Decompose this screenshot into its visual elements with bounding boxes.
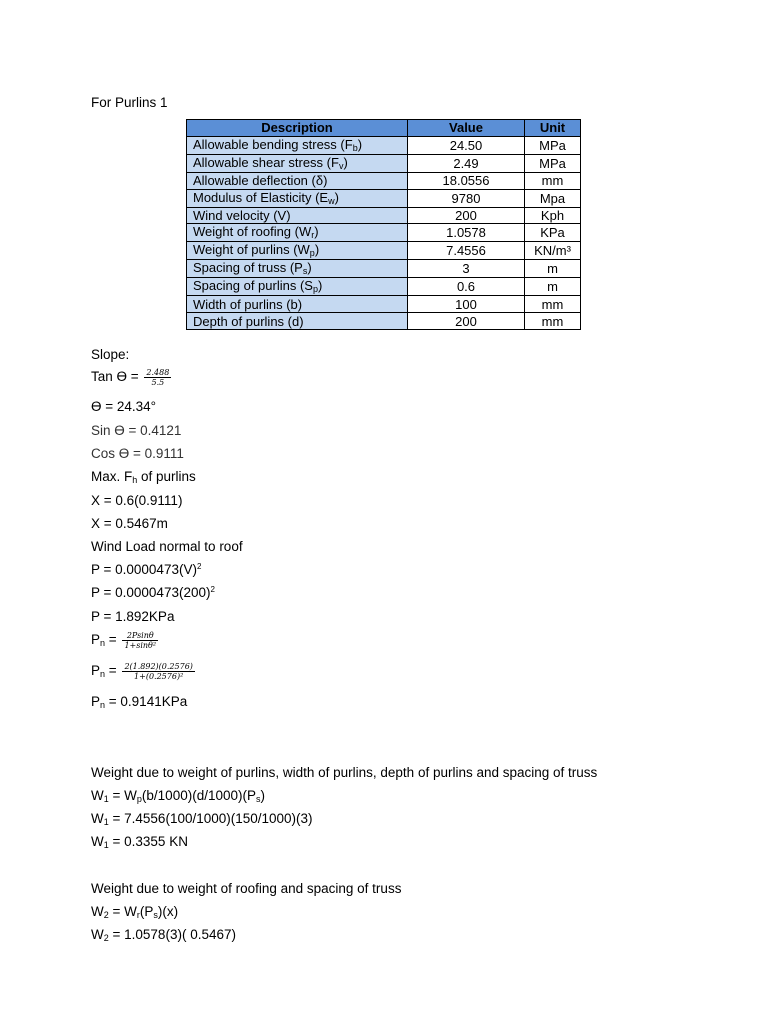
column-header: Description xyxy=(187,120,408,137)
text: P = 0.0000473(200) xyxy=(91,585,211,600)
unit-cell: mm xyxy=(525,172,581,189)
p-equation-3: P = 1.892KPa xyxy=(91,609,175,624)
wind-load-label: Wind Load normal to roof xyxy=(91,539,243,554)
description-cell xyxy=(187,172,408,189)
description-cell xyxy=(187,278,408,296)
description-text: Wind velocity (V) xyxy=(193,207,291,223)
subscript: v xyxy=(338,160,344,171)
text: P xyxy=(91,694,101,709)
w2-description: Weight due to weight of roofing and spacing of truss xyxy=(91,881,402,896)
subscript: r xyxy=(311,230,315,241)
text: = 0.3355 KN xyxy=(108,834,188,849)
unit-cell: mm xyxy=(525,296,581,313)
fraction-numerator: 2.488 xyxy=(146,368,170,377)
subscript: 1 xyxy=(103,840,109,850)
text: of purlins xyxy=(137,469,196,484)
table-row xyxy=(187,189,581,207)
unit-cell: MPa xyxy=(525,136,581,154)
tan-equation xyxy=(91,368,171,387)
w1-substitution xyxy=(91,811,313,826)
x-equation-2: X = 0.5467m xyxy=(91,516,168,531)
description-cell xyxy=(187,154,408,172)
text: )(x) xyxy=(157,904,179,919)
unit-cell: Kph xyxy=(525,207,581,224)
description-text: Allowable shear stress (F xyxy=(193,154,339,170)
fraction-numerator: 2(1.892)(0.2576) xyxy=(124,662,193,671)
subscript: p xyxy=(312,284,318,295)
description-tail: ) xyxy=(357,136,363,152)
subscript: 2 xyxy=(103,933,109,943)
unit-cell: KPa xyxy=(525,224,581,242)
text: P xyxy=(91,663,101,679)
table-row xyxy=(187,207,581,224)
superscript: 2 xyxy=(210,585,215,594)
description-cell xyxy=(187,224,408,242)
subscript: n xyxy=(100,669,106,680)
text: = xyxy=(105,663,117,679)
table-row xyxy=(187,172,581,189)
p-equation-2 xyxy=(91,585,215,600)
description-text: Weight of purlins (W xyxy=(193,242,310,258)
w1-description: Weight due to weight of purlins, width of purlins, depth of purlins and spacing of truss xyxy=(91,765,598,780)
text: W xyxy=(91,788,104,803)
table-row xyxy=(187,278,581,296)
text: = 7.4556(100/1000)(150/1000)(3) xyxy=(108,811,313,826)
description-cell xyxy=(187,207,408,224)
table-header-row xyxy=(187,120,581,137)
value-cell: 1.0578 xyxy=(408,224,525,242)
column-header: Unit xyxy=(525,120,581,137)
table-row xyxy=(187,242,581,260)
subscript: n xyxy=(100,700,106,710)
value-cell: 18.0556 xyxy=(408,172,525,189)
value-cell: 200 xyxy=(408,313,525,330)
text: W xyxy=(91,834,104,849)
table-row xyxy=(187,260,581,278)
description-cell xyxy=(187,313,408,330)
text: W xyxy=(91,811,104,826)
subscript: s xyxy=(302,266,308,277)
table-row xyxy=(187,154,581,172)
unit-cell: MPa xyxy=(525,154,581,172)
value-cell: 3 xyxy=(408,260,525,278)
table-row xyxy=(187,224,581,242)
value-cell: 2.49 xyxy=(408,154,525,172)
description-text: Spacing of purlins (S xyxy=(193,278,313,294)
table-row xyxy=(187,136,581,154)
subscript: 1 xyxy=(103,794,109,804)
subscript: r xyxy=(136,910,140,920)
description-text: Width of purlins (b) xyxy=(193,296,303,312)
value-cell: 0.6 xyxy=(408,278,525,296)
value-cell: 24.50 xyxy=(408,136,525,154)
description-text: Allowable deflection (δ) xyxy=(193,173,328,189)
text: W xyxy=(91,904,104,919)
p-equation-1 xyxy=(91,562,201,577)
table-row xyxy=(187,296,581,313)
tan-fraction xyxy=(144,368,171,387)
w2-substitution xyxy=(91,927,236,942)
text: ) xyxy=(260,788,265,803)
value-cell: 200 xyxy=(408,207,525,224)
unit-cell: m xyxy=(525,278,581,296)
text: P = 0.0000473(V) xyxy=(91,562,197,577)
text: = 1.0578(3)( 0.5467) xyxy=(108,927,236,942)
subscript: p xyxy=(309,248,315,259)
table-body xyxy=(187,136,581,329)
column-header: Value xyxy=(408,120,525,137)
text: = xyxy=(105,632,117,648)
w2-formula xyxy=(91,904,178,919)
description-cell xyxy=(187,189,408,207)
unit-cell: KN/m³ xyxy=(525,242,581,260)
subscript: 2 xyxy=(103,910,109,920)
section-heading: For Purlins 1 xyxy=(91,95,168,110)
pn-fraction xyxy=(122,631,158,650)
description-tail: ) xyxy=(334,189,339,205)
value-cell: 9780 xyxy=(408,189,525,207)
w1-formula xyxy=(91,788,265,803)
unit-cell: mm xyxy=(525,313,581,330)
text: (P xyxy=(139,904,154,919)
description-tail: ) xyxy=(343,154,348,170)
pn-fraction xyxy=(122,662,194,681)
description-tail: ) xyxy=(314,242,320,258)
description-text: Allowable bending stress (F xyxy=(193,136,353,152)
max-fh-label xyxy=(91,469,196,484)
description-text: Spacing of truss (P xyxy=(193,260,303,276)
slope-label: Slope: xyxy=(91,347,130,362)
text: = W xyxy=(108,788,137,803)
text: Max. F xyxy=(91,469,133,484)
value-cell: 100 xyxy=(408,296,525,313)
pn-result xyxy=(91,694,187,709)
value-cell: 7.4556 xyxy=(408,242,525,260)
text: P xyxy=(91,632,101,648)
parameters-table xyxy=(186,119,581,330)
description-cell xyxy=(187,242,408,260)
text: W xyxy=(91,927,104,942)
pn-formula xyxy=(91,631,158,650)
description-tail: ) xyxy=(314,224,319,240)
superscript: 2 xyxy=(196,562,202,571)
x-equation-1: X = 0.6(0.9111) xyxy=(91,493,183,508)
fraction-numerator: 2Psinθ xyxy=(122,631,158,641)
theta-value: Ɵ = 24.34° xyxy=(91,399,157,414)
description-cell xyxy=(187,136,408,154)
text: = 0.9141KPa xyxy=(105,694,188,709)
pn-substitution xyxy=(91,662,195,681)
cos-value: Cos Ɵ = 0.9111 xyxy=(91,446,184,461)
subscript: h xyxy=(132,475,138,485)
fraction-denominator: 1+(0.2576)² xyxy=(134,672,184,681)
description-tail: ) xyxy=(317,278,323,294)
description-tail: ) xyxy=(307,260,312,276)
text: (b/1000)(d/1000)(P xyxy=(141,788,256,803)
subscript: b xyxy=(352,142,358,153)
subscript: s xyxy=(153,910,158,920)
description-text: Weight of roofing (W xyxy=(193,224,312,240)
text: = W xyxy=(108,904,137,919)
description-cell xyxy=(187,260,408,278)
table-row xyxy=(187,313,581,330)
sin-value: Sin Ɵ = 0.4121 xyxy=(91,423,182,438)
subscript: s xyxy=(256,794,261,804)
description-cell xyxy=(187,296,408,313)
subscript: 1 xyxy=(103,817,109,827)
subscript: p xyxy=(136,794,142,804)
fraction-denominator: 5.5 xyxy=(151,378,165,387)
unit-cell: Mpa xyxy=(525,189,581,207)
description-text: Depth of purlins (d) xyxy=(193,313,304,329)
subscript: w xyxy=(328,195,335,206)
subscript: n xyxy=(100,638,106,649)
w1-result xyxy=(91,834,188,849)
tan-lhs: Tan Ɵ = xyxy=(91,369,139,385)
fraction-denominator: 1+sinθ² xyxy=(124,641,157,650)
description-text: Modulus of Elasticity (E xyxy=(193,189,329,205)
unit-cell: m xyxy=(525,260,581,278)
